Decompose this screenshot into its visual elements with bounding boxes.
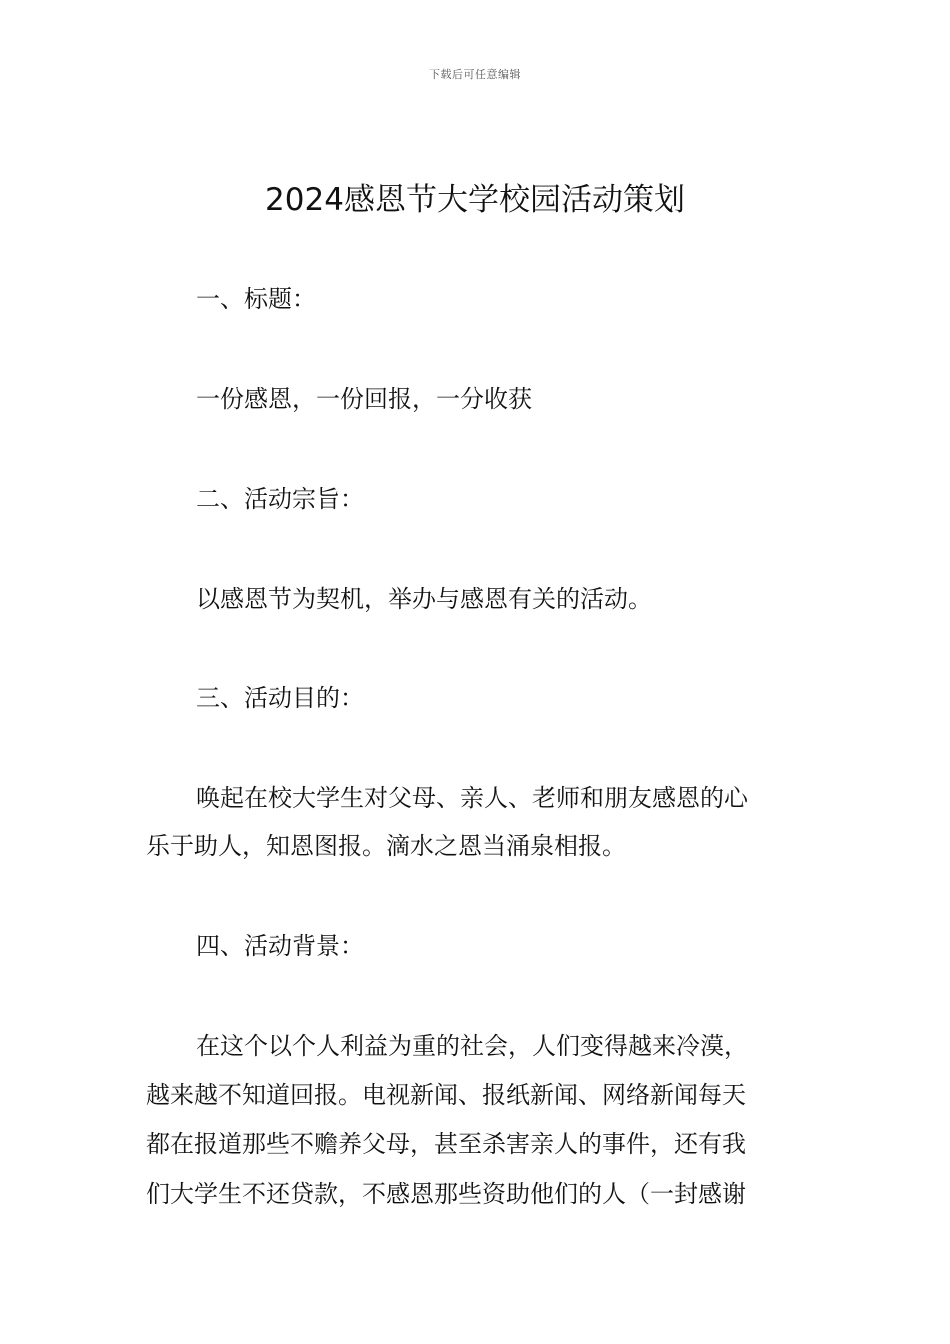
section-body-2-line-1: 以感恩节为契机，举办与感恩有关的活动。 [196, 585, 652, 613]
section-body-3-line-1: 唤起在校大学生对父母、亲人、老师和朋友感恩的心 [196, 784, 748, 812]
document-title: 2024感恩节大学校园活动策划 [265, 182, 685, 218]
section-body-4-line-2: 越来越不知道回报。电视新闻、报纸新闻、网络新闻每天 [146, 1081, 746, 1109]
section-heading-1: 一、标题： [196, 285, 316, 313]
section-heading-2: 二、活动宗旨： [196, 485, 364, 513]
section-body-4-line-1: 在这个以个人利益为重的社会，人们变得越来冷漠， [196, 1032, 748, 1060]
section-body-4-line-3: 都在报道那些不赡养父母，甚至杀害亲人的事件，还有我 [146, 1130, 746, 1158]
section-body-1-line-1: 一份感恩，一份回报，一分收获 [196, 385, 532, 413]
header-note: 下载后可任意编辑 [429, 68, 521, 81]
section-heading-4: 四、活动背景： [196, 932, 364, 960]
section-body-4-line-4: 们大学生不还贷款，不感恩那些资助他们的人（一封感谢 [146, 1180, 746, 1208]
section-body-3-line-2: 乐于助人，知恩图报。滴水之恩当涌泉相报。 [146, 832, 626, 860]
section-heading-3: 三、活动目的： [196, 684, 364, 712]
